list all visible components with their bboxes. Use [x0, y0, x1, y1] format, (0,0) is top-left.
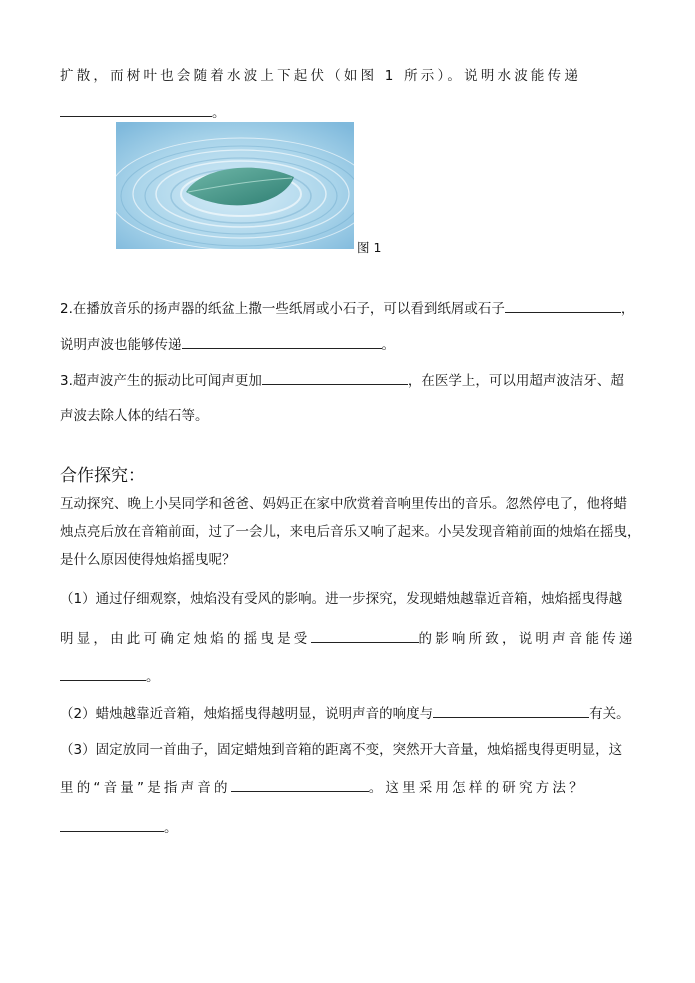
q3-line2: 声波去除人体的结石等。 [60, 408, 209, 424]
p3-line3: 。 [60, 817, 178, 838]
q2-line2: 说明声波也能够传递 。 [60, 334, 395, 355]
q1-blank[interactable] [60, 102, 212, 117]
p3-line1: （3）固定放同一首曲子，固定蜡烛到音箱的距离不变，突然开大音量，烛焰摇曳得更明显，这 [60, 742, 623, 758]
q1-answer-line: 。 [60, 102, 226, 123]
p3-blank-2[interactable] [60, 817, 164, 832]
p3-line2: 里的“音量”是指声音的 。这里采用怎样的研究方法？ [60, 777, 586, 798]
intro-line2: 烛点亮后放在音箱前面，过了一会儿，来电后音乐又响了起来。小吴发现音箱前面的烛焰在摇曳， [60, 524, 641, 540]
q3-blank[interactable] [262, 370, 408, 385]
figure-caption: 图 1 [357, 240, 382, 255]
p3-blank-1[interactable] [231, 777, 369, 792]
p1-line2: 明显，由此可确定烛焰的摇曳是受 的影响所致，说明声音能传递 [60, 628, 636, 649]
p1-blank-2[interactable] [60, 666, 146, 681]
p2-blank[interactable] [433, 703, 589, 718]
p1-blank-1[interactable] [311, 628, 419, 643]
p1-line3: 。 [60, 666, 160, 687]
q1-text: 扩散，而树叶也会随着水波上下起伏（如图 1 所示）。说明水波能传递 [60, 68, 582, 84]
q2-line1: 2.在播放音乐的扬声器的纸盆上撒一些纸屑或小石子，可以看到纸屑或石子 ， [60, 298, 634, 319]
p2-line1: （2）蜡烛越靠近音箱，烛焰摇曳得越明显，说明声音的响度与 有关。 [60, 703, 630, 724]
intro-line3: 是什么原因使得烛焰摇曳呢？ [60, 552, 236, 568]
q2-blank-2[interactable] [182, 334, 382, 349]
section-title: 合作探究： [60, 466, 145, 486]
p1-line1: （1）通过仔细观察，烛焰没有受风的影响。进一步探究，发现蜡烛越靠近音箱，烛焰摇曳得越 [60, 591, 623, 607]
intro-line1: 互动探究、晚上小吴同学和爸爸、妈妈正在家中欣赏着音响里传出的音乐。忽然停电了，他将蜡 [60, 496, 627, 512]
water-ripple-leaf-image [116, 122, 354, 249]
q2-blank-1[interactable] [505, 298, 621, 313]
q3-line1: 3.超声波产生的振动比可闻声更加 ，在医学上，可以用超声波洁牙、超 [60, 370, 624, 391]
